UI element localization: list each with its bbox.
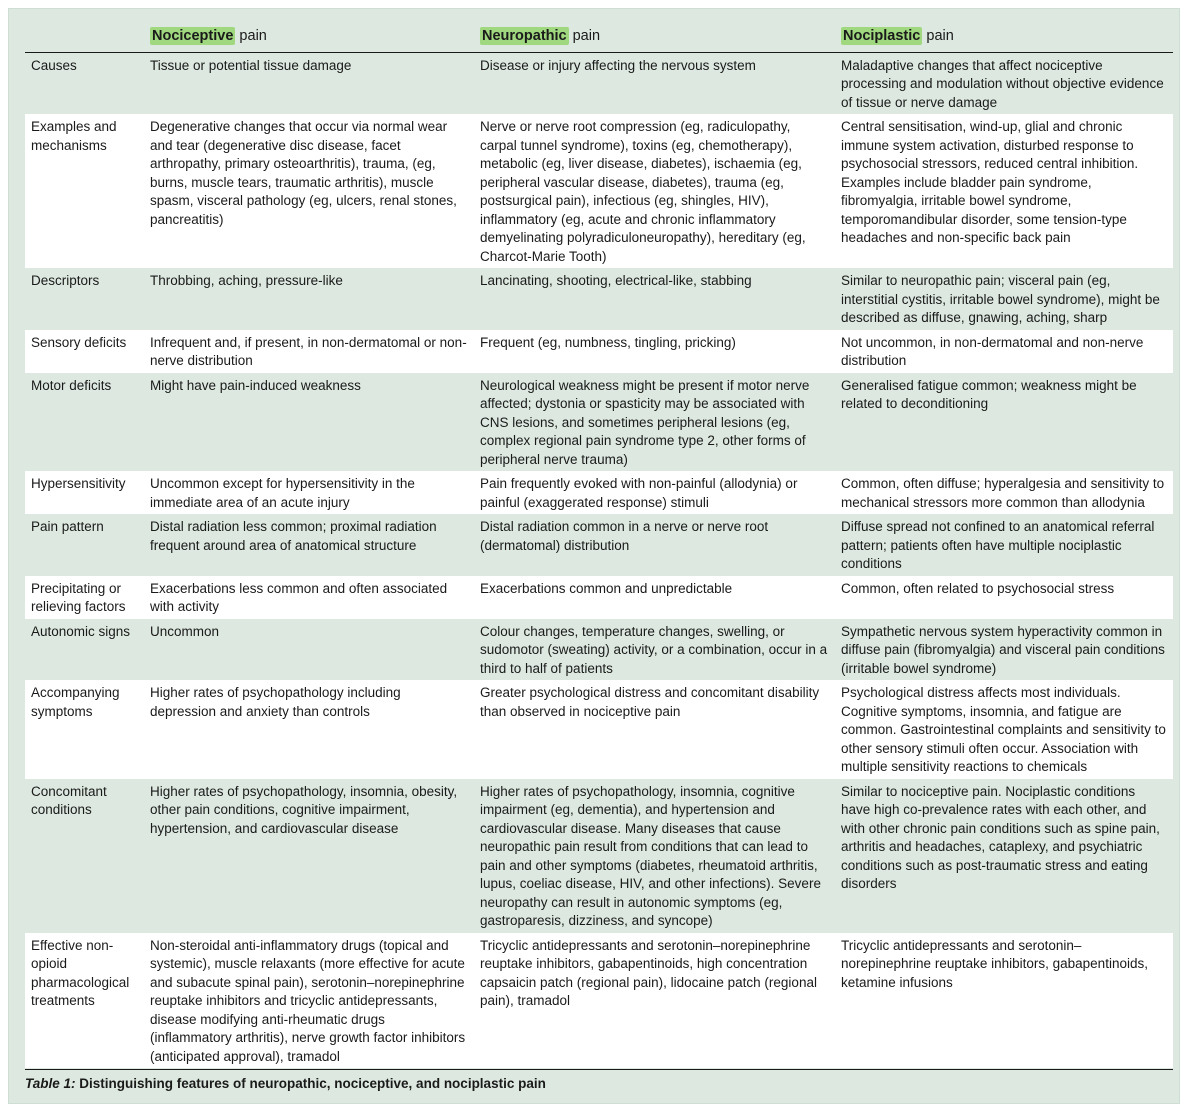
neuropathic-cell: Pain frequently evoked with non-painful (allodynia) or painful (exaggerated response) stimuli xyxy=(474,471,835,514)
nociplastic-cell: Common, often related to psychosocial stress xyxy=(835,576,1173,619)
nociceptive-cell: Higher rates of psychopathology, insomnia, obesity, other pain conditions, cognitive impairment, hypertension, and cardiovascular disease xyxy=(150,783,458,836)
header-suffix: pain xyxy=(568,28,601,44)
nociceptive-cell: Non-steroidal anti-inflammatory drugs (topical and systemic), muscle relaxants (more effective for acute and subacute spinal pain), serotonin–norepinephrine reuptake inhibitors and tricyclic antidepressants, disease modifying anti-rheumatic drugs (inflammatory arthritis), nerve growth factor inhibitors (anticipated approval), tramadol xyxy=(144,933,474,1069)
neuropathic-cell: Higher rates of psychopathology, insomnia, cognitive impairment (eg, dementia), and hypertension and cardiovascular disease. Many diseases that cause neuropathic pain result from conditions that can lead to pain and other symptoms (diabetes, rheumatoid arthritis, lupus, coeliac disease, HIV, and other infections). Severe neuropathy can result in autonomic symptoms (eg, gastroparesis, dizziness, and syncope) xyxy=(480,783,821,928)
comparison-table xyxy=(25,17,1173,1068)
header-neuropathic xyxy=(474,17,835,52)
neuropathic-cell: Tricyclic antidepressants and serotonin–norepinephrine reuptake inhibitors, gabapentinoids, high concentration capsaicin patch (regional pain), lidocaine patch (regional pain), tramadol xyxy=(474,933,835,1069)
nociceptive-cell: Might have pain-induced weakness xyxy=(150,377,361,393)
table-row xyxy=(25,576,1173,619)
header-suffix: pain xyxy=(235,28,267,44)
row-label: Autonomic signs xyxy=(31,623,131,639)
neuropathic-cell: Nerve or nerve root compression (eg, radiculopathy, carpal tunnel syndrome), toxins (eg, chemotherapy), metabolic (eg, liver disease, diabetes), ischaemia (eg, peripheral vascular disease, diabetes), trauma (eg, postsurgical pain), infectious (eg, shingles, HIV), inflammatory (eg, acute and chronic inflammatory demyelinating polyradiculoneuropathy), hereditary (eg, Charcot-Marie Tooth) xyxy=(474,114,835,268)
row-label: Effective non-opioid pharmacological treatments xyxy=(25,933,144,1069)
nociplastic-cell: Similar to nociceptive pain. Nociplastic conditions have high co-prevalence rates with each other, and with other chronic pain conditions such as spine pain, arthritis and headaches, cataplexy, and psychiatric conditions such as post-traumatic stress and eating disorders xyxy=(841,783,1160,891)
table-row xyxy=(25,52,1173,114)
table-row xyxy=(25,268,1173,330)
row-label: Pain pattern xyxy=(31,519,104,534)
nociplastic-cell: Similar to neuropathic pain; visceral pain (eg, interstitial cystitis, irritable bowel syndrome), might be described as diffuse, gnawing, aching, sharp xyxy=(841,273,1160,325)
neuropathic-cell: Colour changes, temperature changes, swelling, or sudomotor (sweating) activity, or a combination, occur in a third to half of patients xyxy=(480,623,828,676)
header-empty xyxy=(25,17,144,52)
nociceptive-cell: Distal radiation less common; proximal radiation frequent around area of anatomical structure xyxy=(150,519,437,553)
caption-text: Distinguishing features of neuropathic, nociceptive, and nociplastic pain xyxy=(75,1076,546,1091)
caption-label: Table 1: xyxy=(25,1076,76,1091)
table-row xyxy=(25,514,1173,576)
neuropathic-cell: Neurological weakness might be present if motor nerve affected; dystonia or spasticity may be associated with CNS lesions, and sometimes peripheral lesions (eg, complex regional pain syndrome type 2, other forms of peripheral nerve trauma) xyxy=(480,377,810,467)
nociceptive-cell: Uncommon except for hypersensitivity in the immediate area of an acute injury xyxy=(144,471,474,514)
table-row xyxy=(25,114,1173,268)
row-label: Concomitant conditions xyxy=(31,783,107,817)
table-row xyxy=(25,779,1173,933)
nociplastic-cell: Not uncommon, in non-dermatomal and non-nerve distribution xyxy=(835,330,1173,373)
neuropathic-cell: Frequent (eg, numbness, tingling, pricking) xyxy=(474,330,835,373)
nociplastic-cell: Common, often diffuse; hyperalgesia and sensitivity to mechanical stressors more common than allodynia xyxy=(835,471,1173,514)
nociplastic-cell: Central sensitisation, wind-up, glial and chronic immune system activation, disturbed response to psychosocial stressors, reduced central inhibition. Examples include bladder pain syndrome, fibromyalgia, irritable bowel syndrome, temporomandibular disorder, some tension-type headaches and non-specific back pain xyxy=(835,114,1173,268)
nociplastic-highlight: Nociplastic xyxy=(843,28,921,44)
nociceptive-cell: Exacerbations less common and often associated with activity xyxy=(144,576,474,619)
neuropathic-cell: Exacerbations common and unpredictable xyxy=(474,576,835,619)
row-label: Accompanying symptoms xyxy=(25,680,144,779)
nociceptive-cell: Uncommon xyxy=(150,623,220,639)
nociplastic-cell: Tricyclic antidepressants and serotonin– norepinephrine reuptake inhibitors, gabapentinoids, ketamine infusions xyxy=(835,933,1173,1069)
nociceptive-cell: Degenerative changes that occur via normal wear and tear (degenerative disc disease, facet arthropathy, primary osteoarthritis), trauma, (eg, burns, muscle tears, traumatic arthritis), muscle spasm, visceral pathology (eg, ulcers, renal stones, pancreatitis) xyxy=(144,114,474,268)
table-caption xyxy=(25,1069,1173,1091)
table-row xyxy=(25,933,1173,1069)
row-label: Precipitating or relieving factors xyxy=(25,576,144,619)
nociceptive-cell: Higher rates of psychopathology including depression and anxiety than controls xyxy=(144,680,474,779)
neuropathic-cell: Greater psychological distress and concomitant disability than observed in nociceptive pain xyxy=(474,680,835,779)
neuropathic-highlight: Neuropathic xyxy=(482,28,567,44)
nociceptive-highlight: Nociceptive xyxy=(152,28,234,44)
nociplastic-cell: Maladaptive changes that affect nociceptive processing and modulation without objective evidence of tissue or nerve damage xyxy=(841,57,1164,110)
table-row xyxy=(25,330,1173,373)
header-nociplastic xyxy=(835,17,1173,52)
row-label: Motor deficits xyxy=(31,377,112,393)
row-label: Hypersensitivity xyxy=(25,471,144,514)
nociplastic-cell: Psychological distress affects most individuals. Cognitive symptoms, insomnia, and fatigue are common. Gastrointestinal complaints and sensitivity to other sensory stimuli often occur. Association with multiple sensitivity reactions to chemicals xyxy=(835,680,1173,779)
nociplastic-cell: Diffuse spread not confined to an anatomical referral pattern; patients often have multiple nociplastic conditions xyxy=(841,519,1155,571)
header-nociceptive xyxy=(144,17,474,52)
row-label: Causes xyxy=(31,57,77,73)
table-row xyxy=(25,619,1173,681)
nociceptive-cell: Throbbing, aching, pressure-like xyxy=(150,273,343,288)
neuropathic-cell: Disease or injury affecting the nervous system xyxy=(480,57,756,73)
neuropathic-cell: Distal radiation common in a nerve or nerve root (dermatomal) distribution xyxy=(480,519,769,553)
table-row xyxy=(25,471,1173,514)
header-suffix: pain xyxy=(922,28,954,44)
nociceptive-cell: Infrequent and, if present, in non-dermatomal or non-nerve distribution xyxy=(144,330,474,373)
neuropathic-cell: Lancinating, shooting, electrical-like, stabbing xyxy=(480,273,752,288)
nociplastic-cell: Generalised fatigue common; weakness might be related to deconditioning xyxy=(841,377,1137,411)
row-label: Descriptors xyxy=(31,273,100,288)
table-row xyxy=(25,373,1173,472)
row-label: Sensory deficits xyxy=(25,330,144,373)
table-panel xyxy=(8,8,1180,1104)
nociceptive-cell: Tissue or potential tissue damage xyxy=(150,57,352,73)
table-row xyxy=(25,680,1173,779)
nociplastic-cell: Sympathetic nervous system hyperactivity common in diffuse pain (fibromyalgia) and visceral pain conditions (irritable bowel syndrome) xyxy=(841,623,1165,676)
row-label: Examples and mechanisms xyxy=(25,114,144,268)
header-row xyxy=(25,17,1173,52)
